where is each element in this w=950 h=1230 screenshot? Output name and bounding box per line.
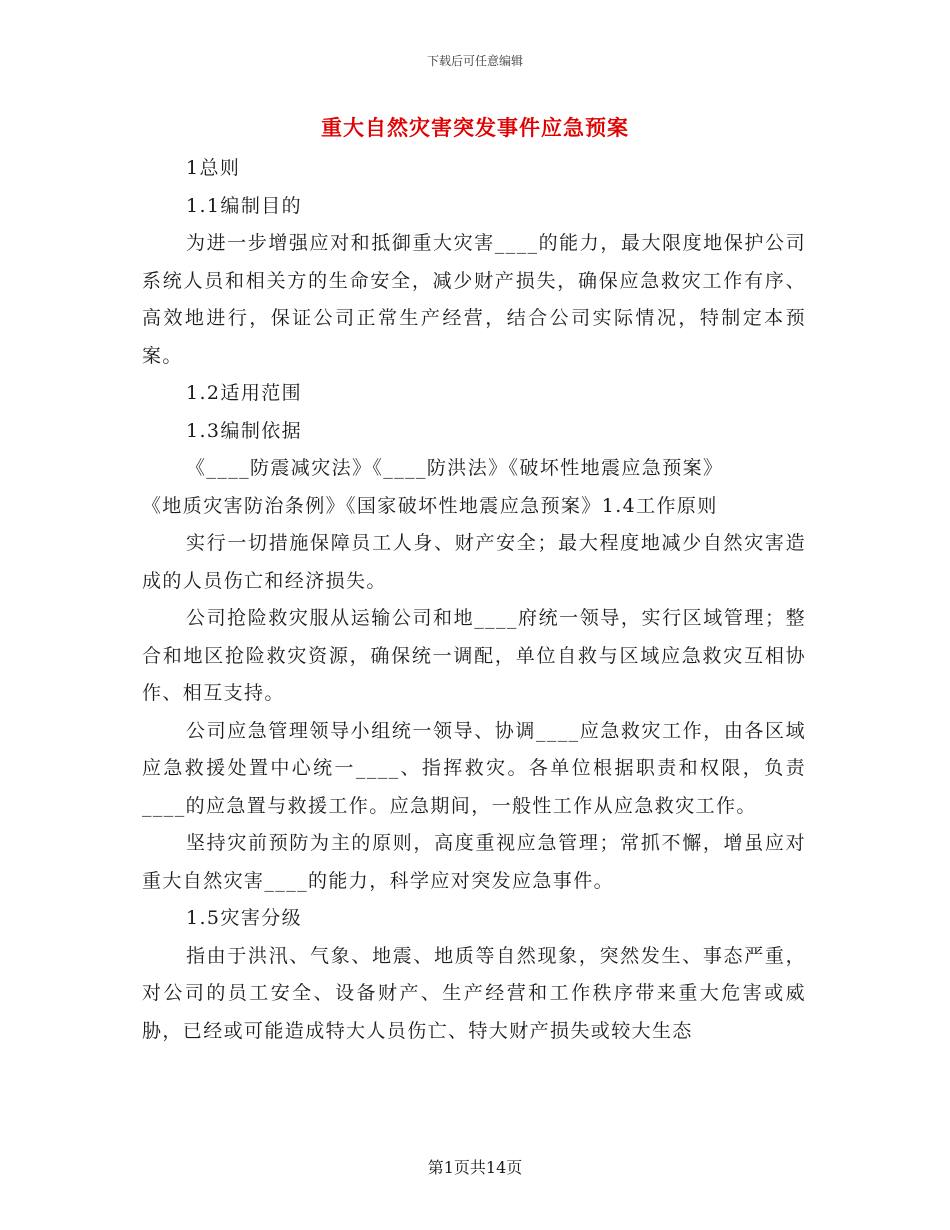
subsection-heading: 1.1编制目的	[186, 194, 303, 217]
body-paragraph: 公司抢险救灾服从运输公司和地____府统一领导，实行区域管理；整合和地区抢险救灾资源，确保统一调配，单位自救与区域应急救灾互相协作、相互支持。	[142, 607, 806, 704]
header-note: 下载后可任意编辑	[426, 54, 523, 68]
body-paragraph: 指由于洪汛、气象、地震、地质等自然现象，突然发生、事态严重，对公司的员工安全、设备财产、生产经营和工作秩序带来重大危害或威胁，已经或可能造成特大人员伤亡、特大财产损失或较大生态	[142, 944, 806, 1042]
body-paragraph: 公司应急管理领导小组统一领导、协调____应急救灾工作，由各区域应急救援处置中心统一____、指挥救灾。各单位根据职责和权限，负责____的应急置与救援工作。应急期间，一般性工作从应急救灾工作。	[142, 719, 806, 817]
subsection-heading: 1.2适用范围	[186, 382, 303, 404]
document-title: 重大自然灾害突发事件应急预案	[321, 115, 629, 140]
body-paragraph: 实行一切措施保障员工人身、财产安全；最大程度地减少自然灾害造成的人员伤亡和经济损失。	[142, 532, 806, 592]
reference-list: 《____防震减灾法》《____防洪法》《破坏性地震应急预案》	[186, 457, 724, 479]
subsection-heading: 1.5灾害分级	[186, 907, 303, 929]
document-body	[142, 150, 806, 1050]
page-number: 第1页共14页	[427, 1158, 523, 1177]
body-paragraph: 坚持灾前预防为主的原则，高度重视应急管理；常抓不懈，增虽应对重大自然灾害____的能力，科学应对突发应急事件。	[142, 832, 806, 892]
body-paragraph: 为进一步增强应对和抵御重大灾害____的能力，最大限度地保护公司系统人员和相关方的生命安全，减少财产损失，确保应急救灾工作有序、高效地进行，保证公司正常生产经营，结合公司实际情况，特制定本预案。	[142, 232, 806, 367]
reference-list-continued: 《地质灾害防治条例》《国家破坏性地震应急预案》1.4工作原则	[142, 494, 718, 517]
section-heading: 1总则	[186, 157, 241, 179]
subsection-heading: 1.3编制依据	[186, 419, 303, 442]
